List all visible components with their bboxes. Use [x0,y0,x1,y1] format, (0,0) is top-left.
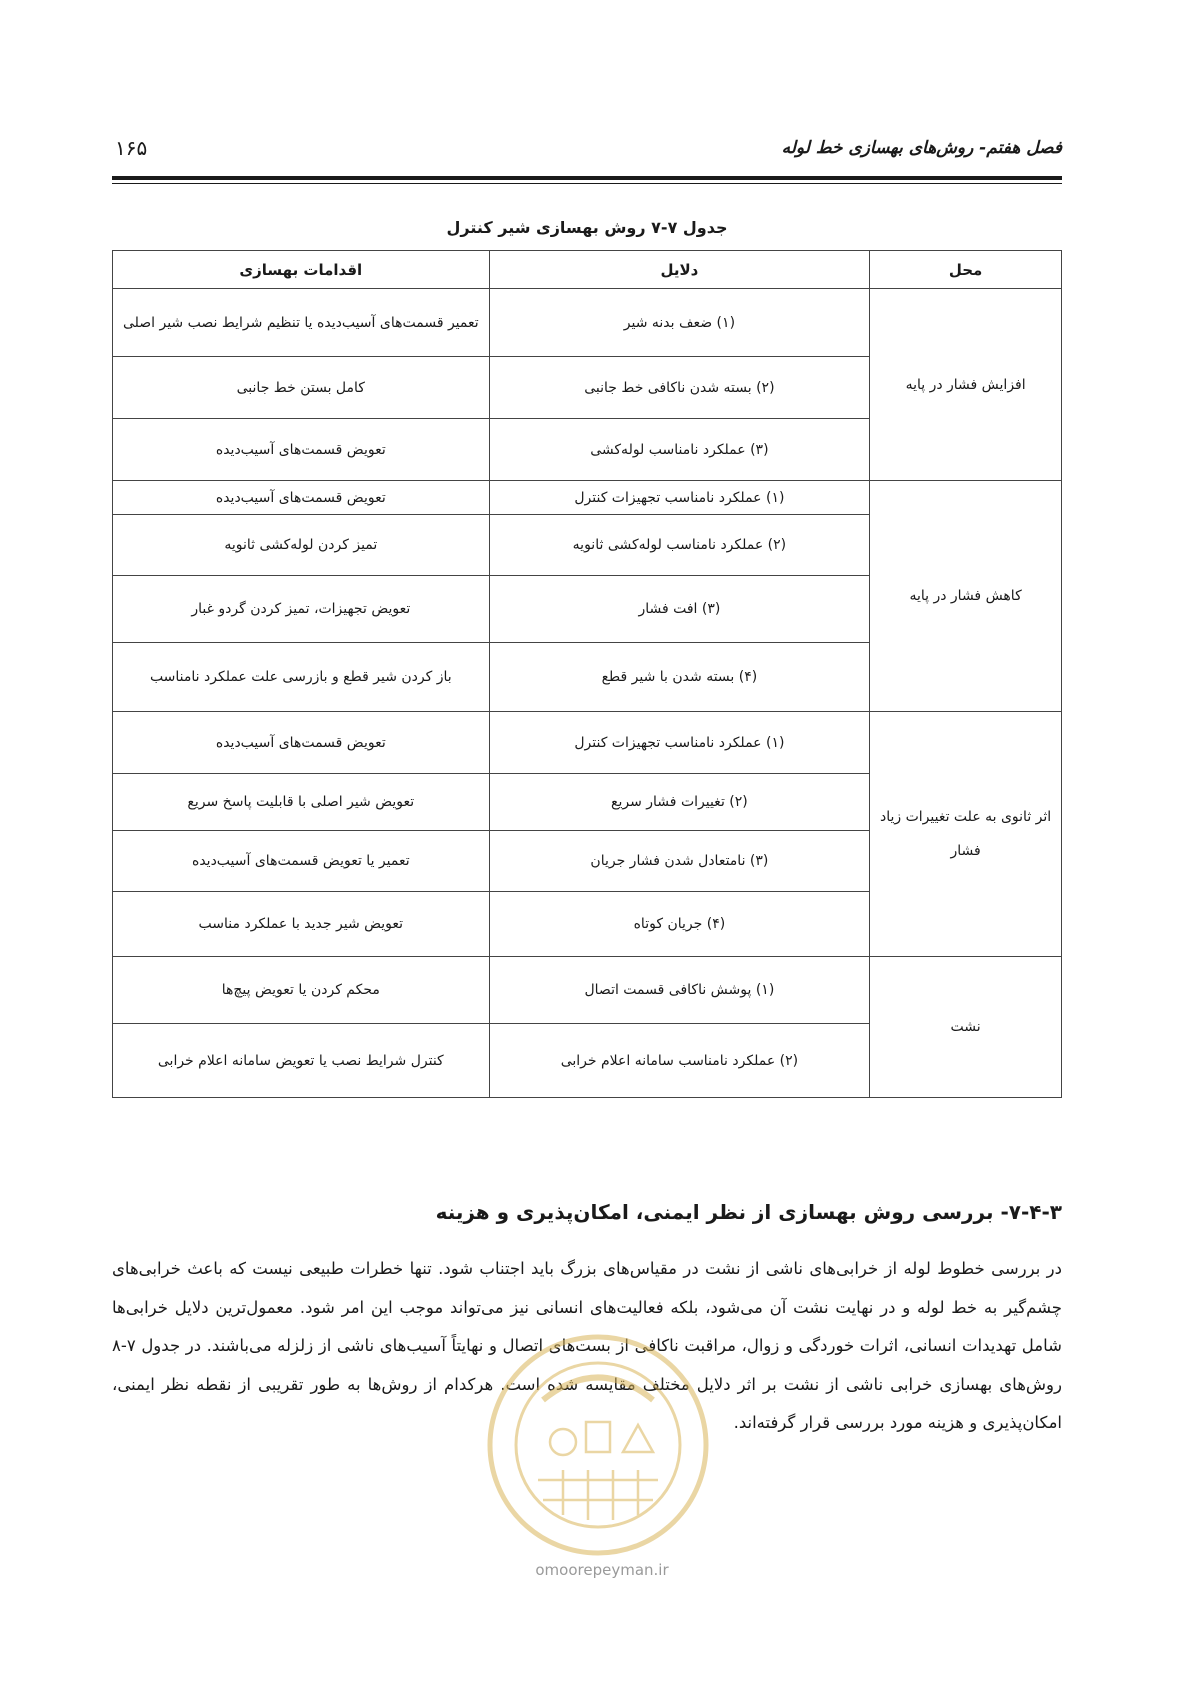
action-cell: تعویض تجهیزات، تمیز کردن گردو غبار [113,576,490,643]
table-row [113,289,1062,357]
watermark-site-text: omoorepeyman.ir [535,1561,669,1579]
column-header-causes: دلایل [489,251,870,289]
seal-top-arc [543,1378,653,1401]
page-header [115,138,1062,168]
action-cell: باز کردن شیر قطع و بازرسی علت عملکرد نامناسب [113,643,490,712]
action-cell: تعویض شیر جدید با عملکرد مناسب [113,892,490,957]
action-cell: تعمیر یا تعویض قسمت‌های آسیب‌دیده [113,831,490,892]
body-paragraph: در بررسی خطوط لوله از خرابی‌های ناشی از نشت در مقیاس‌های بزرگ باید اجتناب شود. تنها خطرات طبیعی نیست که باعث خرابی‌های چشم‌گیر به خط لوله و در نهایت نشت آن می‌شود، بلکه فعالیت‌های انسانی نیز می‌تواند موجب این امر شود. معمول‌ترین دلایل خرابی‌ها شامل تهدیدات انسانی، اثرات خوردگی و زوال، مراقبت ناکافی از بست‌های اتصال و نهایتاً آسیب‌های ناشی از زلزله می‌باشند. در جدول ۷-۸ روش‌های بهسازی خرابی ناشی از نشت بر اثر دلایل مختلف مقایسه شده است. هرکدام از روش‌ها به طور تقریبی از نقطه نظر ایمنی، امکان‌پذیری و هزینه مورد بررسی قرار گرفته‌اند. [112,1259,1062,1432]
table-row [113,712,1062,774]
table-caption: جدول ۷-۷ روش بهسازی شیر کنترل [446,218,728,237]
cause-cell: (۱) عملکرد نامناسب تجهیزات کنترل [489,712,870,774]
table-row [113,957,1062,1024]
seal-outer-ring [490,1337,706,1553]
cause-cell: (۲) عملکرد نامناسب سامانه اعلام خرابی [489,1024,870,1098]
cause-cell: (۲) عملکرد نامناسب لوله‌کشی ثانویه [489,515,870,576]
section-heading: ۷-۴-۳- بررسی روش بهسازی از نظر ایمنی، امکان‌پذیری و هزینه [435,1200,1062,1224]
action-cell: تعمیر قسمت‌های آسیب‌دیده یا تنظیم شرایط نصب شیر اصلی [113,289,490,357]
action-cell: تعویض قسمت‌های آسیب‌دیده [113,481,490,515]
action-cell: تعویض قسمت‌های آسیب‌دیده [113,712,490,774]
table-header-row [113,251,1062,289]
location-cell: اثر ثانوی به علت تغییرات زیاد فشار [870,712,1062,957]
table-row [113,481,1062,515]
valve-rehab-table [112,250,1062,1098]
header-rule-thick [112,176,1062,180]
location-cell: نشت [870,957,1062,1098]
cause-cell: (۱) عملکرد نامناسب تجهیزات کنترل [489,481,870,515]
cause-cell: (۳) عملکرد نامناسب لوله‌کشی [489,419,870,481]
action-cell: محکم کردن یا تعویض پیچ‌ها [113,957,490,1024]
page-number: ۱۶۵ [115,136,148,160]
location-cell: کاهش فشار در پایه [870,481,1062,712]
cause-cell: (۲) بسته شدن ناکافی خط جانبی [489,357,870,419]
cause-cell: (۱) ضعف بدنه شیر [489,289,870,357]
cause-cell: (۳) نامتعادل شدن فشار جریان [489,831,870,892]
cause-cell: (۳) افت فشار [489,576,870,643]
watermark-seal-icon [483,1330,713,1560]
running-title: فصل هفتم- روش‌های بهسازی خط لوله [781,138,1062,158]
action-cell: تمیز کردن لوله‌کشی ثانویه [113,515,490,576]
action-cell: کامل بستن خط جانبی [113,357,490,419]
location-cell: افزایش فشار در پایه [870,289,1062,481]
action-cell: تعویض قسمت‌های آسیب‌دیده [113,419,490,481]
cause-cell: (۴) جریان کوتاه [489,892,870,957]
header-rule-thin [112,183,1062,184]
seal-inner-ring [516,1363,680,1527]
cause-cell: (۲) تغییرات فشار سریع [489,774,870,831]
cause-cell: (۴) بسته شدن با شیر قطع [489,643,870,712]
seal-emblems [550,1422,653,1455]
seal-grid-lines [538,1470,658,1520]
column-header-location: محل [870,251,1062,289]
action-cell: کنترل شرایط نصب یا تعویض سامانه اعلام خرابی [113,1024,490,1098]
action-cell: تعویض شیر اصلی با قابلیت پاسخ سریع [113,774,490,831]
column-header-actions: اقدامات بهسازی [113,251,490,289]
cause-cell: (۱) پوشش ناکافی قسمت اتصال [489,957,870,1024]
